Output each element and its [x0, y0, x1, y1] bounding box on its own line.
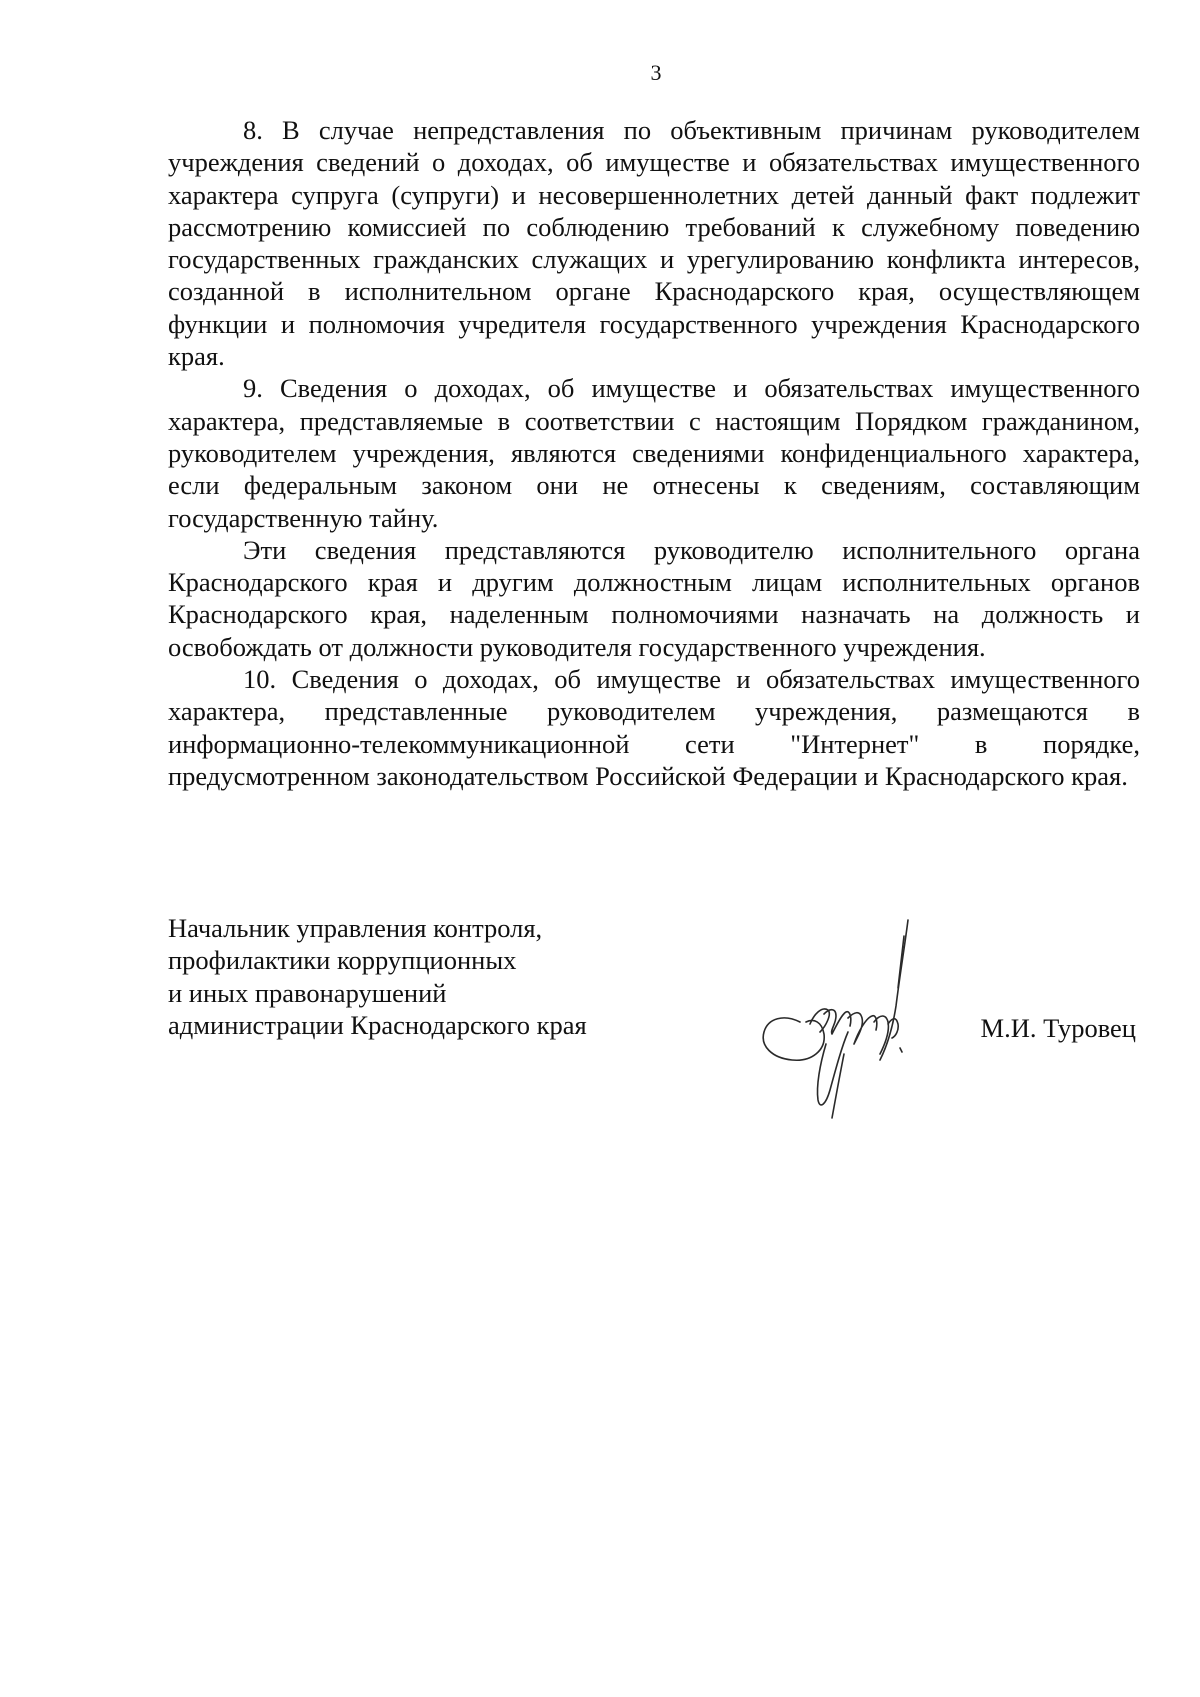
signer-position-line: и иных правонарушений — [168, 977, 447, 1008]
signer-position-line: администрации Краснодарского края — [168, 1010, 587, 1041]
handwritten-signature — [740, 914, 930, 1124]
signer-position-line: профилактики коррупционных — [168, 945, 517, 976]
document-body — [168, 114, 1140, 792]
signer-name: М.И. Туровец — [980, 1013, 1136, 1043]
paragraph-9-continued: Эти сведения представляются руководителю исполнительного органа Краснодарского края и другим должностным лицам исполнительных органов Краснодарского края, наделенным полномочиями назначать на должность и освобождать от должности руководителя государственного учреждения. — [168, 534, 1140, 662]
signature-block — [168, 912, 1140, 1152]
paragraph-10: 10. Сведения о доходах, об имуществе и обязательствах имущественного характера, представленные руководителем учреждения, размещаются в информационно-телекоммуникационной сети "Интернет" в порядке, предусмотренном законодательством Российской Федерации и Краснодарского края. — [168, 664, 1140, 791]
paragraph-9: 9. Сведения о доходах, об имуществе и обязательствах имущественного характера, представляемые в соответствии с настоящим Порядком гражданином, руководителем учреждения, являются сведениями конфиденциального характера, если федеральным законом они не отнесены к сведениям, составляющим государственную тайну. — [168, 373, 1140, 533]
signer-position-line: Начальник управления контроля, — [168, 913, 543, 943]
page-number: 3 — [650, 60, 662, 85]
signer-position — [168, 912, 587, 1042]
paragraph-8: 8. В случае непредставления по объективным причинам руководителем учреждения сведений о доходах, об имуществе и обязательствах имущественного характера супруга (супруги) и несовершеннолетних детей данный факт подлежит рассмотрению комиссией по соблюдению требований к служебному поведению государственных гражданских служащих и урегулированию конфликта интересов, созданной в исполнительном органе Краснодарского края, осуществляющем функции и полномочия учредителя государственного учреждения Краснодарского края. — [168, 115, 1140, 372]
